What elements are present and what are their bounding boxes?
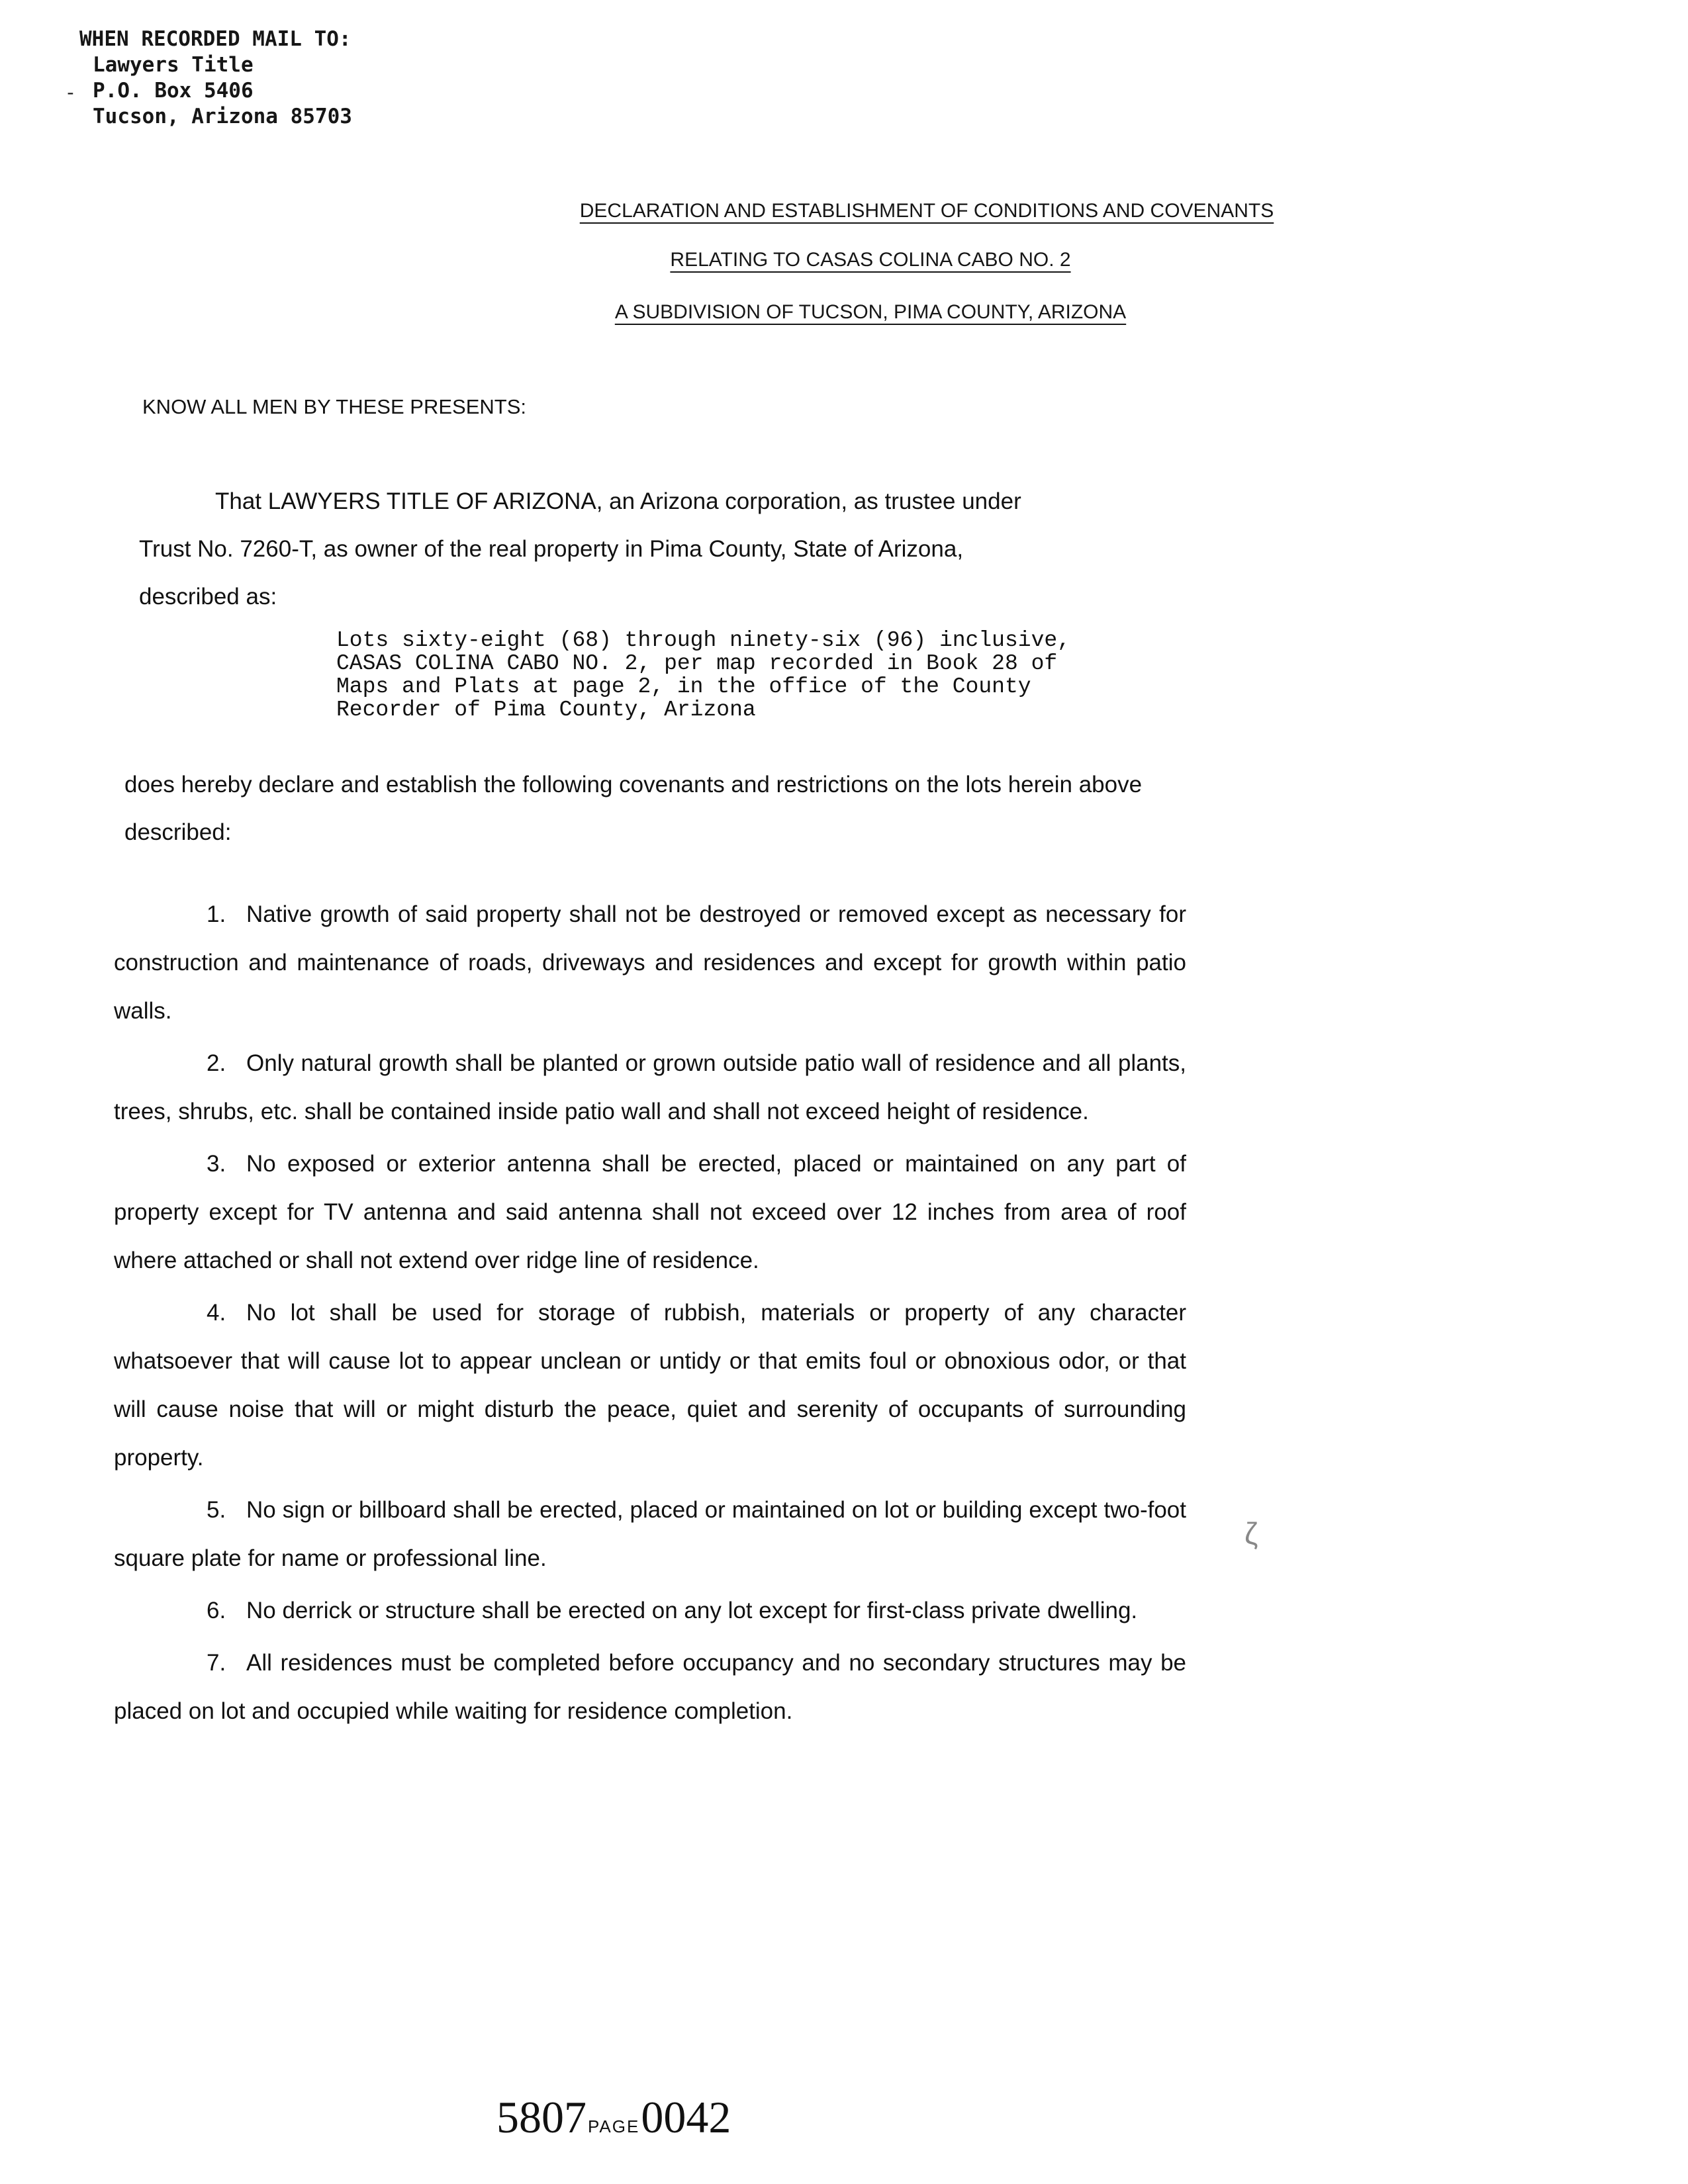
mailing-address-block <box>79 26 352 130</box>
covenant-item <box>114 890 1186 1035</box>
covenant-text: No exposed or exterior antenna shall be erected, placed or maintained on any part of property except for TV antenna and said antenna shall not exceed over 12 inches from area of roof where attached or shall not extend over ridge line of residence. <box>114 1151 1186 1273</box>
covenant-number: 7. <box>207 1650 226 1676</box>
title-text-3: A SUBDIVISION OF TUCSON, PIMA COUNTY, ARIZONA <box>614 301 1127 323</box>
covenant-list <box>114 890 1186 1739</box>
covenant-text: No sign or billboard shall be erected, placed or maintained on lot or building except two-foot square plate for name or professional line. <box>114 1497 1186 1571</box>
covenant-item <box>114 1639 1186 1735</box>
covenant-number: 6. <box>207 1598 226 1623</box>
covenant-text: No derrick or structure shall be erected on any lot except for first-class private dwelling. <box>246 1598 1138 1623</box>
lots-line-3: Maps and Plats at page 2, in the office of the County <box>336 674 1031 699</box>
covenant-item <box>114 1586 1186 1635</box>
recording-reference <box>496 2091 731 2144</box>
mailing-line-2: P.O. Box 5406 <box>93 79 254 103</box>
page-number: 0042 <box>641 2092 731 2142</box>
document-title-line-3 <box>26 301 1688 324</box>
know-all-men-heading: KNOW ALL MEN BY THESE PRESENTS: <box>142 395 526 418</box>
intro-paragraph <box>139 478 1192 621</box>
mailing-header: WHEN RECORDED MAIL TO: <box>79 27 352 51</box>
title-text-2: RELATING TO CASAS COLINA CABO NO. 2 <box>670 249 1071 271</box>
covenant-number: 5. <box>207 1497 226 1523</box>
covenant-item <box>114 1289 1186 1482</box>
covenant-number: 2. <box>207 1050 226 1076</box>
covenant-number: 1. <box>207 901 226 927</box>
intro-line-2: Trust No. 7260-T, as owner of the real property in Pima County, State of Arizona, <box>139 536 964 562</box>
intro-line-1: That LAWYERS TITLE OF ARIZONA, an Arizona corporation, as trustee under <box>215 488 1021 514</box>
covenant-item <box>114 1140 1186 1285</box>
intro-line-3: described as: <box>139 584 277 610</box>
lots-line-1: Lots sixty-eight (68) through ninety-six (96) inclusive, <box>336 628 1070 653</box>
covenant-text: All residences must be completed before occupancy and no secondary structures may be placed on lot and occupied while waiting for residence completion. <box>114 1650 1186 1724</box>
handwritten-mark: ζ <box>1244 1516 1258 1551</box>
covenant-text: Native growth of said property shall not be destroyed or removed except as necessary for construction and maintenance of roads, driveways and residences and except for growth within patio walls. <box>114 901 1186 1024</box>
margin-mark: - <box>65 84 76 105</box>
lots-description <box>336 629 1131 721</box>
covenant-number: 3. <box>207 1151 226 1177</box>
title-text-1: DECLARATION AND ESTABLISHMENT OF CONDITIONS AND COVENANTS <box>579 200 1274 222</box>
declare-paragraph: does hereby declare and establish the following covenants and restrictions on the lots herein above described: <box>124 772 1143 845</box>
covenant-text: Only natural growth shall be planted or grown outside patio wall of residence and all plants, trees, shrubs, etc. shall be contained inside patio wall and shall not exceed height of residence. <box>114 1050 1186 1124</box>
covenant-item <box>114 1039 1186 1136</box>
lots-line-2: CASAS COLINA CABO NO. 2, per map recorded in Book 28 of <box>336 651 1058 676</box>
covenant-number: 4. <box>207 1300 226 1326</box>
covenant-item <box>114 1486 1186 1582</box>
page-label: PAGE <box>588 2116 640 2136</box>
book-number: 5807 <box>496 2092 586 2142</box>
document-title-line-2 <box>26 249 1688 271</box>
lots-line-4: Recorder of Pima County, Arizona <box>336 698 756 722</box>
covenant-text: No lot shall be used for storage of rubbish, materials or property of any character whatsoever that will cause lot to appear unclean or untidy or that emits foul or obnoxious odor, or that will cause noise that will or might disturb the peace, quiet and serenity of occupants of surrounding property. <box>114 1300 1186 1471</box>
mailing-line-1: Lawyers Title <box>93 53 254 77</box>
mailing-line-3: Tucson, Arizona 85703 <box>93 105 352 128</box>
document-title-line-1 <box>83 200 1688 222</box>
